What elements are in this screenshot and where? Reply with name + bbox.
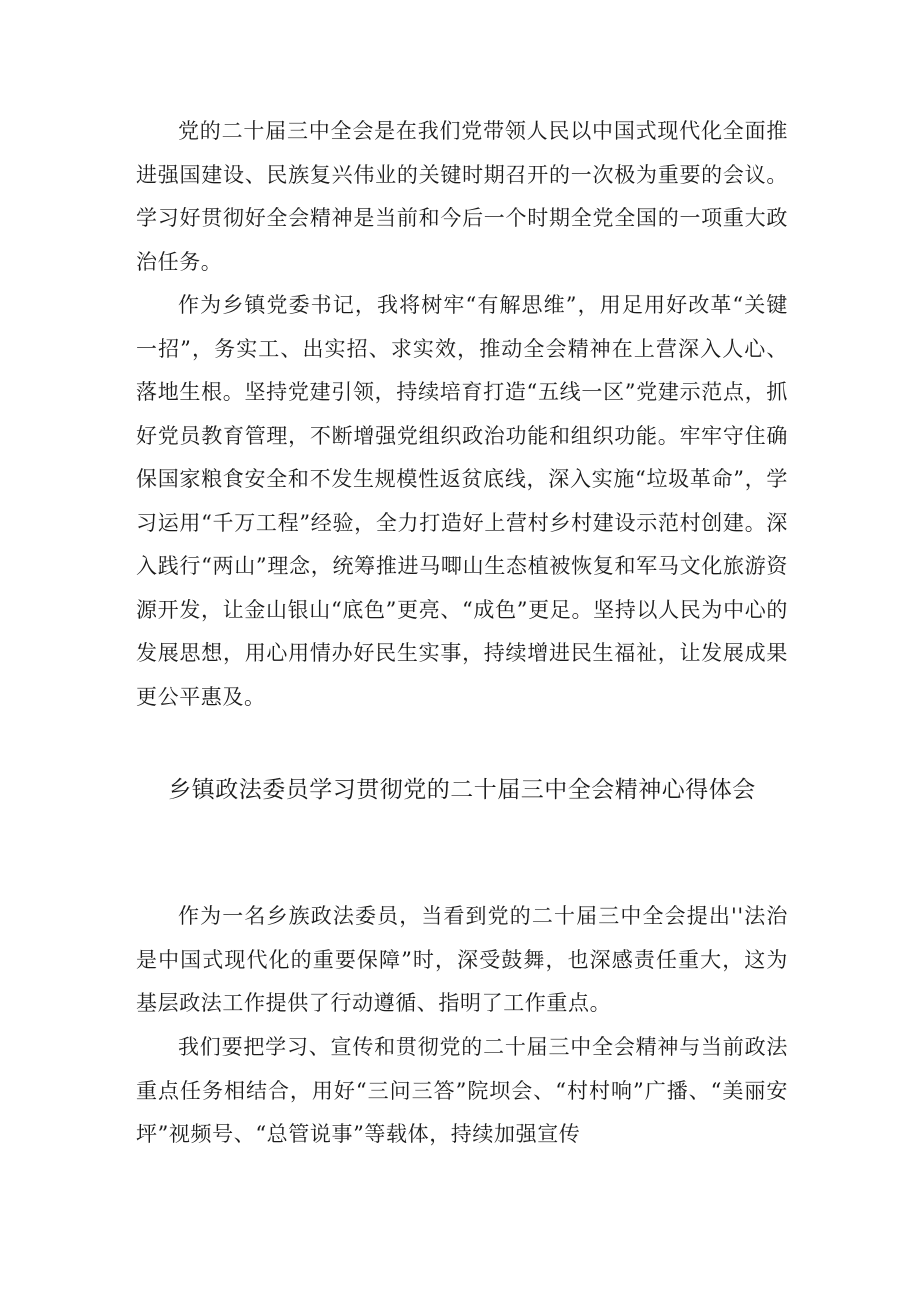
paragraph-publicity-tasks: 我们要把学习、宣传和贯彻党的二十届三中全会精神与当前政法重点任务相结合，用好“三问三答”院坝会、“村村响”广播、“美丽安坪”视频号、“总管说事”等载体，持续加强宣传 — [136, 1035, 788, 1146]
paragraph-plenum-importance: 党的二十届三中全会是在我们党带领人民以中国式现代化全面推进强国建设、民族复兴伟业的关键时期召开的一次极为重要的会议。学习好贯彻好全会精神是当前和今后一个时期全党全国的一项重大政治任务。 — [136, 119, 788, 274]
section-title: 乡镇政法委员学习贯彻党的二十届三中全会精神心得体会 — [168, 777, 756, 803]
paragraph-party-secretary-plan: 作为乡镇党委书记，我将树牢“有解思维”，用足用好改革“关键一招”，务实工、出实招、求实效，推动全会精神在上营深入人心、落地生根。坚持党建引领，持续培育打造“五线一区”党建示范点，抓好党员教育管理，不断增强党组织政治功能和组织功能。牢牢守住确保国家粮食安全和不发生规模性返贫底线，深入实施“垃圾革命”，学习运用“千万工程”经验，全力打造好上营村乡村建设示范村创建。深入践行“两山”理念，统筹推进马唧山生态植被恢复和军马文化旅游资源开发，让金山银山“底色”更亮、“成色”更足。坚持以人民为中心的发展思想，用心用情办好民生实事，持续增进民生福祉，让发展成果更公平惠及。 — [136, 293, 788, 709]
paragraph-rule-of-law: 作为一名乡族政法委员，当看到党的二十届三中全会提出''法治是中国式现代化的重要保障”时，深受鼓舞，也深感责任重大，这为基层政法工作提供了行动遵循、指明了工作重点。 — [136, 904, 788, 1015]
